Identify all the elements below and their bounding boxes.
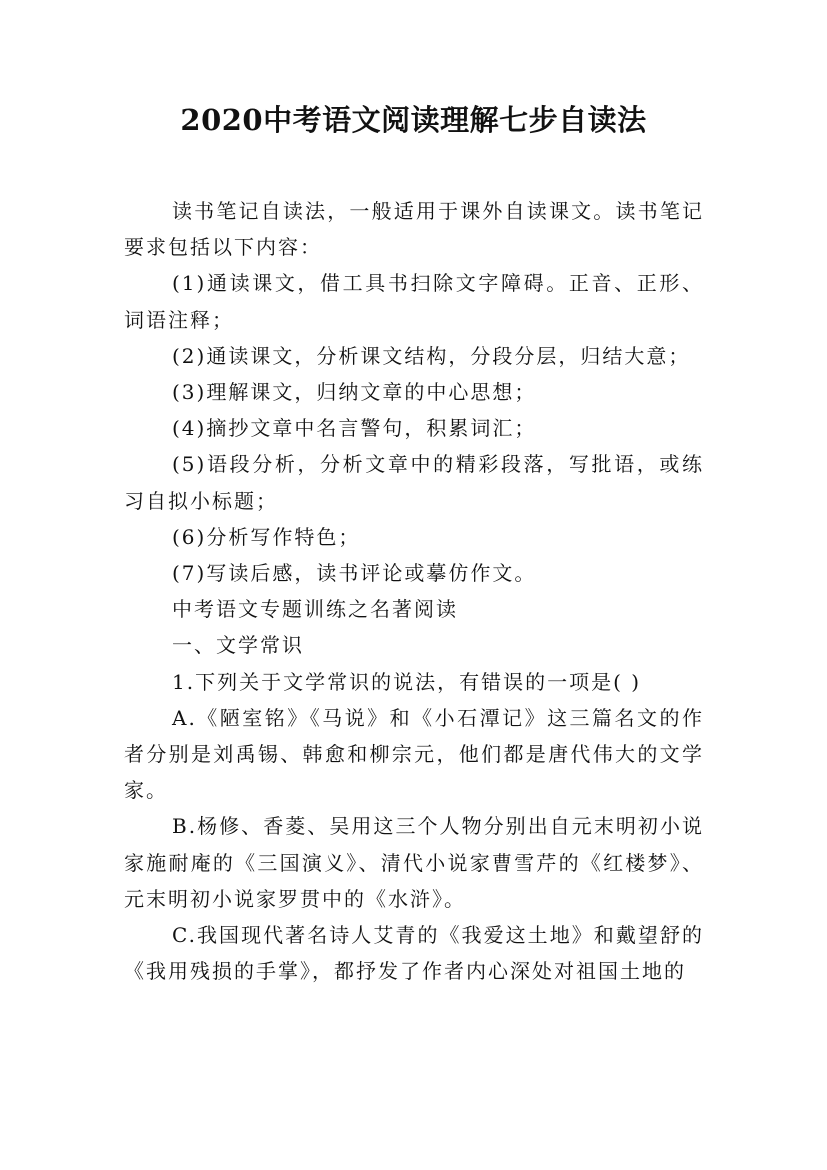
paragraph-step-2: (2)通读课文，分析课文结构，分段分层，归结大意；	[172, 343, 691, 368]
paragraph-step-7: (7)写读后感，读书评论或摹仿作文。	[172, 561, 537, 586]
paragraph-step-3: (3)理解课文，归纳文章的中心思想；	[172, 380, 537, 405]
question-1: 1.下列关于文学常识的说法，有错误的一项是( )	[172, 669, 642, 694]
document-title: 2020中考语文阅读理解七步自读法	[180, 103, 647, 137]
paragraph-step-4: (4)摘抄文章中名言警句，积累词汇；	[172, 416, 537, 441]
option-a: A.《陋室铭》《马说》和《小石潭记》这三篇名文的作者分别是刘禹锡、韩愈和柳宗元，他们都是唐代伟大的文学家。	[124, 705, 704, 803]
paragraph-intro: 读书笔记自读法，一般适用于课外自读课文。读书笔记要求包括以下内容：	[124, 199, 704, 260]
section-heading: 中考语文专题训练之名著阅读	[172, 597, 458, 622]
paragraph-step-1: (1)通读课文，借工具书扫除文字障碍。正音、正形、词语注释；	[124, 271, 704, 332]
subsection-heading: 一、文学常识	[172, 633, 304, 658]
document-body	[124, 193, 704, 989]
option-b: B.杨修、香菱、吴用这三个人物分别出自元末明初小说家施耐庵的《三国演义》、清代小说家曹雪芹的《红楼梦》、元末明初小说家罗贯中的《水浒》。	[124, 814, 704, 911]
option-c: C.我国现代著名诗人艾青的《我爱这土地》和戴望舒的《我用残损的手掌》，都抒发了作者内心深处对祖国土地的	[124, 923, 704, 984]
paragraph-step-6: (6)分析写作特色；	[172, 524, 361, 549]
paragraph-step-5: (5)语段分析，分析文章中的精彩段落，写批语，或练习自拟小标题；	[124, 452, 704, 513]
